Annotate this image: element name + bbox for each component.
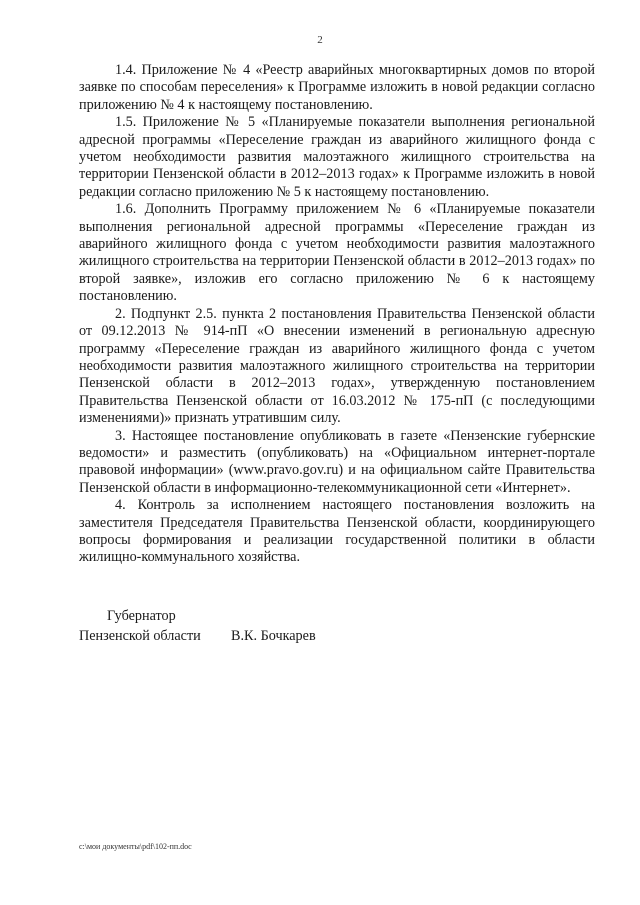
paragraph-1-5: 1.5. Приложение № 5 «Планируемые показатели выполнения региональной адресной программы «Переселение граждан из аварийного жилищного фонда с учетом необходимости развития малоэтажного жилищного строительства на территории Пензенской области в 2012–2013 годах» к Программе изложить в новой редакции согласно приложению № 5 к настоящему постановлению. (79, 114, 595, 200)
signatory-name: В.К. Бочкарев (231, 628, 316, 644)
paragraph-2: 2. Подпункт 2.5. пункта 2 постановления Правительства Пензенской области от 09.12.2013 № 914-пП «О внесении изменений в региональную адресную программу «Переселение граждан из аварийного жилищного фонда с учетом необходимости развития малоэтажного жилищного строительства на территории Пензенской области в 2012–2013 годах», утвержденную постановлением Правительства Пензенской области от 16.03.2012 № 175-пП (с последующими изменениями)» признать утратившим силу. (79, 305, 595, 427)
signature-block (79, 606, 599, 646)
page-number: 2 (317, 34, 323, 46)
paragraph-1-4: 1.4. Приложение № 4 «Реестр аварийных многоквартирных домов по второй заявке по способам переселения» к Программе изложить в новой редакции согласно приложению № 4 к настоящему постановлению. (79, 62, 595, 113)
paragraph-1-6: 1.6. Дополнить Программу приложением № 6 «Планируемые показатели выполнения региональной адресной программы «Переселение граждан из аварийного жилищного фонда с учетом необходимости развития малоэтажного жилищного строительства на территории Пензенской области в 2012–2013 годах» по второй заявке», изложив его согласно приложению № 6 к настоящему постановлению. (79, 201, 595, 305)
paragraph-4: 4. Контроль за исполнением настоящего постановления возложить на заместителя Председателя Правительства Пензенской области, координирующего вопросы формирования и реализации государственной политики в области жилищно-коммунального хозяйства. (79, 497, 595, 566)
signatory-title: Губернатор (107, 608, 176, 624)
document-body (79, 62, 595, 567)
paragraph-3: 3. Настоящее постановление опубликовать в газете «Пензенские губернские ведомости» и разместить (опубликовать) на «Официальном интернет-портале правовой информации» (www.pravo.gov.ru) и на официальном сайте Правительства Пензенской области в информационно-телекоммуникационной сети «Интернет». (79, 427, 595, 496)
signatory-line (79, 626, 599, 646)
file-path-footer: c:\мои документы\pdf\102-пп.doc (79, 842, 192, 851)
signatory-region: Пензенской области (79, 628, 201, 644)
